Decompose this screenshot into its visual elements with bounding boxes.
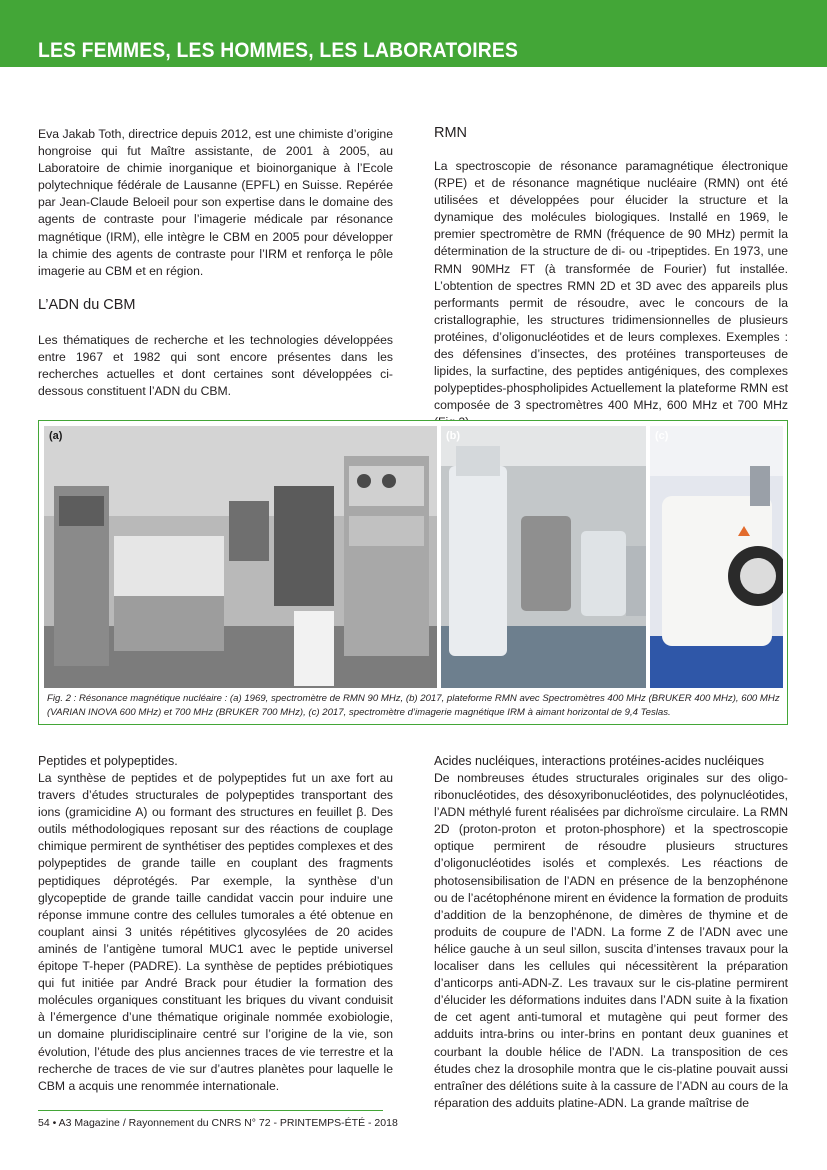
rmn-paragraph: La spectroscopie de résonance paramagnétique électronique (RPE) et de résonance magnétique nucléaire (RMN) ont été utilisées et développées pour élucider la structure et la dynamique des molécules biologiques. Installé en 1969, le premier spectromètre de RMN (fréquence de 90 MHz) permit la détermination de la structure de di- ou -tripeptides. En 1973, une RMN 90MHz FT (à transformée de Fourier) fut installée. L’obtention de spectres RMN 2D et 3D avec des appareils plus performants permit de résoudre, avec le concours de la cristallographie, les structures tridimensionnelles de plusieurs protéines, d’oligonucléotides et de leurs complexes. Exemples : des défensines d’insectes, des protéines transporteuses de lipides, la surfactine, des peptides antigéniques, des complexes polypeptides-phospholipides Actuellement la plateforme RMN est composée de 3 spectromètres 400 MHz, 600 MHz et 700 MHz: [434, 159, 788, 413]
photo-label-c: (c): [655, 430, 669, 442]
left-column-bottom: [38, 753, 393, 1095]
section-title-acides: Acides nucléiques, interactions protéines-acides nucléiques: [434, 754, 765, 768]
photo-2017-rmn-platform: [441, 426, 646, 688]
figure-2: [38, 420, 788, 725]
right-column-top: [434, 124, 788, 432]
intro-paragraph: Eva Jakab Toth, directrice depuis 2012, est une chimiste d’origine hongroise qui fut Maître assistante, de 2001 à 2005, au Laboratoire de chimie inorganique et bioinorganique à l’Ecole polytechnique fédérale de Lausanne (EPFL) en Suisse. Repérée par Jean-Claude Beloeil pour son expertise dans le domaine des agents de contraste pour l’imagerie médicale par résonance magnétique (IRM), elle intègre le CBM en 2005 pour développer la chimie des agents de contraste pour l’IRM et renforça le pôle imagerie au CBM et en région.: [38, 127, 393, 278]
right-column-bottom: [434, 753, 788, 1112]
page-footer: 54 • A3 Magazine / Rayonnement du CNRS N° 72 - PRINTEMPS-ÉTÉ - 2018: [38, 1117, 398, 1129]
acides-paragraph: De nombreuses études structurales originales sur des oligo-ribonucléotides, des désoxyribonucléotides, des polynucléotides, l’ADN méthylé furent réalisées par dichroïsme circulaire. La RMN 2D (proton-proton et proton-phosphore) et la spectroscopie optique permirent de résoudre plusieurs structures d’oligonucléotides isolés et complexés. Les réactions de photosensibilisation de l’ADN en présence de la benzophénone ou de l’acétophénone mirent en évidence la formation de produits d’addition de la benzophénone, de dimères de thymine et de produits de coupure de l’ADN. La forme Z de l’ADN avec une hélice gauche à un seul sillon, suscita d’intenses travaux pour la localiser dans les cellules qui nécessitèrent la préparation d’anticorps anti-ADN-Z. Les travaux sur le cis-platine permirent d’élucider les déformations induites dans l’ADN suite à la fixation de cet agent anti-tumoral et mutagène qui peut former des adduits intra-brins ou inter-brins en pontant deux guanines et courbant la double hélice de l’ADN. La transposition de ces études chez la drosophile montra que le cis-platine pouvait aussi entraîner des délétions suite à la cassure de l’ADN au cours de la réparation des adduits platine-ADN. La grande maîtrise de: [434, 771, 788, 1110]
section-title-adn: L’ADN du CBM: [38, 296, 136, 313]
photo-a-illustration: [44, 426, 437, 688]
adn-paragraph: Les thématiques de recherche et les technologies développées entre 1967 et 1982 qui sont encore présentes dans les recherches actuelles et dont certaines sont développées ci-dessous constituent l’ADN du CBM.: [38, 332, 393, 399]
photo-b-illustration: [441, 426, 646, 688]
peptides-paragraph: La synthèse de peptides et de polypeptides fut un axe fort au travers d’études structurales de polypeptides transportant des ions (gramicidine A) ou formant des structures en feuillet β. Des outils méthodologiques reposant sur des réactions de couplage chimique permirent de synthétiser des peptides complexes et des polypeptides de grande taille en couplant des fragments peptidiques déprotégés. Par exemple, la synthèse d’un glycopeptide de grande taille candidat vaccin pour induire une réponse immune contre des cellules tumorales a été obtenue en couplant ainsi 3 unités répétitives glycosylées de 20 acides aminés de l’antigène tumoral MUC1 avec le peptide universel épitope T-heper (PADRE). La synthèse de peptides prébiotiques qui fut initiée par André Brack pour étudier la formation des molécules organiques constituant les briques du vivant conduisit à l’émergence d’une thématique originale nommée exobiologie, un domaine pluridisciplinaire centré sur l’origine de la vie, son évolution, l’étude des plus anciennes traces de vie terrestre et la recherche de traces de vie sur d’autres planètes pour laquelle le CBM a acquis une renommée internationale.: [38, 771, 393, 1093]
footer-rule: [38, 1110, 383, 1111]
page-title: LES FEMMES, LES HOMMES, LES LABORATOIRES: [38, 39, 519, 62]
section-title-rmn: RMN: [434, 125, 468, 141]
header-banner: [0, 0, 827, 67]
photo-1969-spectrometer: [44, 426, 437, 688]
photo-label-b: (b): [446, 430, 461, 442]
photo-c-illustration: [650, 426, 783, 688]
photo-2017-irm-spectrometer: [650, 426, 783, 688]
section-title-peptides: Peptides et polypeptides.: [38, 754, 178, 768]
figure-caption: Fig. 2 : Résonance magnétique nucléaire : (a) 1969, spectromètre de RMN 90 MHz, (b) 2017, plateforme RMN avec Spectromètres 400 MHz (BRUKER 400 MHz), 600 MHz (VARIAN INOVA 600 MHz) et 700 MHz (BRUKER 700 MHz), (c) 2017, spectromètre d’imagerie magnétique IRM à aimant horizontal de 9,4 Teslas.: [47, 693, 780, 718]
photo-label-a: (a): [49, 430, 63, 442]
left-column-top: [38, 126, 393, 400]
